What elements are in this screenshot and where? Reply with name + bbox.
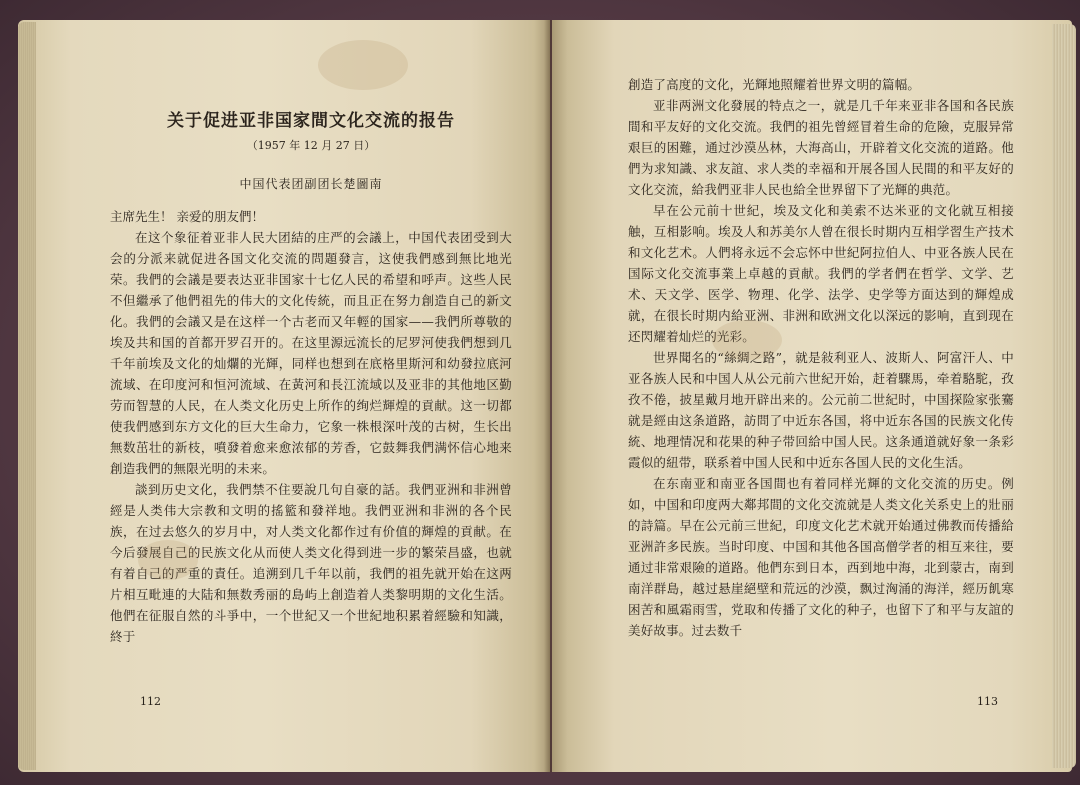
open-book [18,20,1076,772]
paragraph: 亚非两洲文化發展的特点之一，就是几千年来亚非各国和各民族間和平友好的文化交流。我們的祖先曾經冒着生命的危險，克服异常艰巨的困難，通过沙漠丛林，大海高山，开辟着文化交流的道路。他們为求知識、求友誼、求人类的幸福和开展各国人民間的和平友好的文化交流，給我們亚非人民也給全世界留下了光輝的典范。 [628,98,1014,197]
paragraph: 早在公元前十世紀，埃及文化和美索不达米亚的文化就互相接触，互相影响。埃及人和苏美尔人曾在很长时期内互相学習生产技术和文化艺术。人們将永远不会忘怀中世紀阿拉伯人、中亚各族人民在国际文化交流事業上卓越的貢献。我們的学者們在哲学、文学、艺术、天文学、医学、物理、化学、法学、史学等方面达到的輝煌成就，在很长时期内給亚洲、非洲和欧洲文化以深远的影响，直到现在还閃耀着灿烂的光彩。 [628,203,1014,344]
continued-paragraph: 創造了高度的文化，光輝地照耀着世界文明的篇幅。 [628,77,921,92]
paper-stain [318,40,408,90]
paragraph: 在东南亚和南亚各国間也有着同样光輝的文化交流的历史。例如，中国和印度两大鄰邦間的文化交流就是人类文化关系史上的壯丽的詩篇。早在公元前三世紀，印度文化艺术就开始通过佛教而传播給亚洲許多民族。当时印度、中国和其他各国高僧学者的相互来往，要通过非常艰險的道路。他們东到日本，西到地中海，北到蒙古，南到南洋群島，越过悬崖絕壁和荒远的沙漠，飘过洶涌的海洋，經历飢寒困苦和風霜雨雪，党取和传播了文化的种子，也留下了和平与友誼的美好故事。过去数千 [628,476,1014,638]
paragraph: 世界聞名的“絲綢之路”，就是敍利亚人、波斯人、阿富汗人、中亚各族人民和中国人从公元前六世紀开始，赶着驟馬，牵着駱駝，孜孜不倦，披星戴月地开辟出来的。公元前二世紀时，中国探险家张騫就是經由这条道路，訪問了中近东各国，将中近东各国的民族文化传統、地理情况和花果的种子带回給中国人民。这条通道就好象一条彩霞似的紐带，联系着中国人民和中近东各国人民的文化生活。 [628,350,1014,470]
page-number-right: 113 [977,695,998,708]
paragraph: 談到历史文化，我們禁不住要說几句自豪的話。我們亚洲和非洲曾經是人类伟大宗教和文明的搖籃和發祥地。我們亚洲和非洲的各个民族，在过去悠久的岁月中，对人类文化都作过有价值的輝煌的貢献。在今后發展自己的民族文化从而使人类文化得到进一步的繁荣昌盛，也就有着自己的严重的責任。追溯到几千年以前，我們的祖先就开始在这两片相互毗連的大陆和無数秀丽的島屿上創造着人类黎明期的文化生活。他們在征服自然的斗爭中，一个世紀又一个世紀地积累着經驗和知識，終于 [110,482,512,644]
left-page [18,20,550,772]
report-byline: 中国代表团副团长楚圖南 [239,177,383,191]
left-page-edges [18,22,36,770]
report-date: （1957 年 12 月 27 日） [246,139,376,152]
right-page-edges [1052,24,1076,768]
report-title: 关于促进亚非国家間文化交流的报告 [167,111,455,131]
right-page [552,20,1072,772]
paragraph: 在这个象征着亚非人民大团結的庄严的会議上，中国代表团受到大会的分派来就促进各国文化交流的問題發言，这使我們感到無比地光荣。我們的会議是要表达亚非国家十七亿人民的希望和呼声。这些人民不但繼承了他們祖先的伟大的文化传統，而且正在努力創造自己的新文化。我們的会議又是在这样一个古老而又年輕的国家——我們所尊敬的埃及共和国的首都开罗召开的。在这里源远流长的尼罗河使我們想到几千年前埃及文化的灿爛的光輝，同样也想到在底格里斯河和幼發拉底河流域、在印度河和恒河流域、在黃河和長江流域以及亚非的其他地区勤劳而智慧的人民，在人类文化历史上所作的绚烂輝煌的貢献。这一切都使我們感到东方文化的巨大生命力，它象一株根深叶茂的古树，生长出無数茁壮的新枝，噴發着愈来愈浓郁的芳香，它鼓舞我們满怀信心地来創造我們的無限光明的未来。 [110,230,512,476]
page-number-left: 112 [140,695,161,708]
salutation: 主席先生！ 亲爱的朋友們！ [110,209,264,224]
